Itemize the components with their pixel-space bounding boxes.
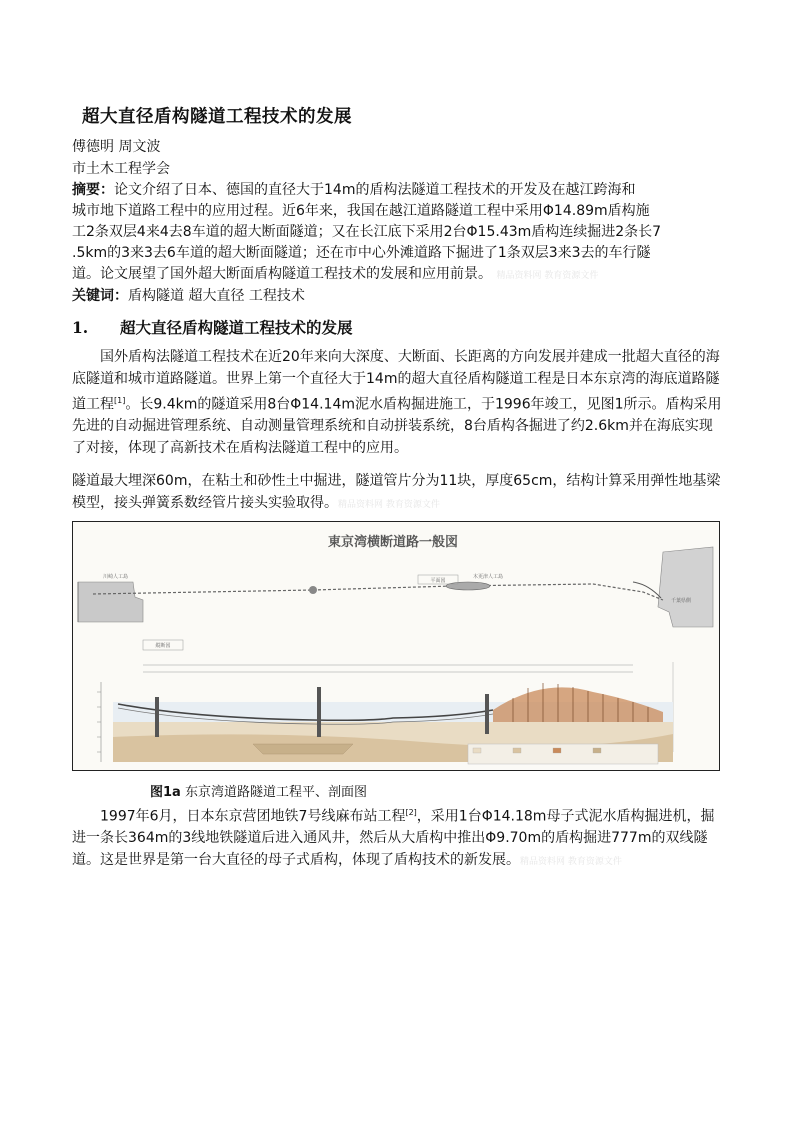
abstract-line-5: 道。论文展望了国外超大断面盾构隧道工程技术的发展和应用前景。 精品资料网 教育资源文件 [72,266,599,282]
keywords-label: 关键词： [72,288,128,304]
section-heading [72,316,353,338]
figure-tokyo-bay-tunnel [72,521,720,771]
profile-label: 縦断図 [155,643,171,649]
authors: 傅德明 周文波 [72,139,161,155]
abstract-line-1: 摘要：论文介绍了日本、德国的直径大于14m的盾构法隧道工程技术的开发及在越江跨海和 [72,182,636,198]
abstract-label: 摘要： [72,182,114,198]
citation-ref: [2] [405,808,417,817]
abstract-line-2: 城市地下道路工程中的应用过程。近6年来，我国在越江道路隧道工程中采用Φ14.89m盾构施 [72,203,650,219]
section-number: 1. [72,318,89,337]
figure-drawing [73,522,718,769]
keywords-line [72,286,305,306]
paragraph-3: 1997年6月，日本东京营团地铁7号线麻布站工程[2]，采用1台Φ14.18m母子式泥水盾构掘进机，掘进一条长364m的3线地铁隧道后进入通风井，然后从大盾构中推出Φ9.70m的盾构掘进777m的双线隧道。这是世界是第一台大直径的母子式盾构，体现了盾构技术的新发展。精品资料网 教育资源文件 [72,808,715,868]
watermark-text: 精品资料网 教育资源文件 [496,271,599,281]
plan-label: 平面図 [430,578,446,584]
abstract-line-4: .5km的3来3去6车道的超大断面隧道；还在市中心外滩道路下掘进了1条双层3来3去的车行隧 [72,245,651,261]
figure-title: 東京湾横断道路一般図 [327,535,459,550]
figure-label: 图1a [150,785,181,800]
watermark-text: 精品资料网 教育资源文件 [520,856,622,867]
paper-title: 超大直径盾构隧道工程技术的发展 [82,107,352,127]
left-island-label: 川崎人工島 [103,574,129,580]
right-shore-label: 千葉県側 [671,598,692,604]
figure-caption [150,781,367,800]
section-title: 超大直径盾构隧道工程技术的发展 [120,318,353,337]
affiliation: 市土木工程学会 [72,161,170,177]
paragraph-2: 隧道最大埋深60m，在粘土和砂性土中掘进，隧道管片分为11块，厚度65cm，结构计算采用弹性地基梁模型，接头弹簧系数经管片接头实验取得。精品资料网 教育资源文件 [72,473,721,511]
citation-ref: [1] [114,396,126,405]
mid-island-label: 木更津人工島 [473,574,504,580]
keywords: 盾构隧道 超大直径 工程技术 [128,288,305,304]
abstract-line-3: 工2条双层4来4去8车道的超大断面隧道；又在长江底下采用2台Φ15.43m盾构连续掘进2条长7 [72,224,662,240]
paragraph-1: 国外盾构法隧道工程技术在近20年来向大深度、大断面、长距离的方向发展并建成一批超大直径的海底隧道和城市道路隧道。世界上第一个直径大于14m的超大直径盾构隧道工程是日本东京湾的海底道路隧道工程[1]。长9.4km的隧道采用8台Φ14.14m泥水盾构掘进施工，于1996年竣工，见图1所示。盾构采用先进的自动掘进管理系统、自动测量管理系统和自动拼装系统，8台盾构各掘进了约2.6km并在海底实现了对接，体现了高新技术在盾构法隧道工程中的应用。 [72,349,722,456]
figure-caption-text: 东京湾道路隧道工程平、剖面图 [184,785,367,800]
watermark-text: 精品资料网 教育资源文件 [338,499,440,510]
